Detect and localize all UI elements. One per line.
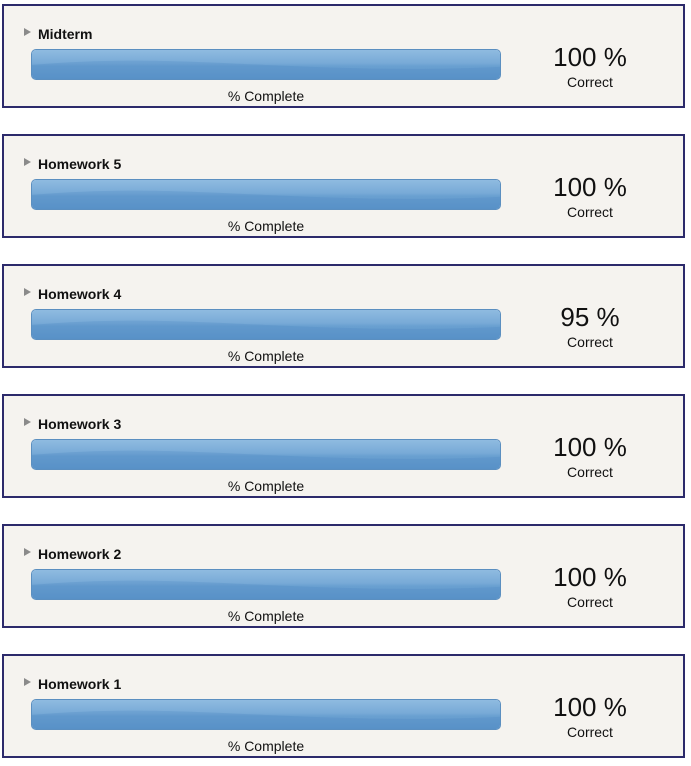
score-value: 100 %: [553, 432, 627, 462]
score-label: Correct: [567, 204, 613, 220]
assignment-card-5: [2, 524, 685, 628]
assignment-card-3: [2, 264, 685, 368]
assignment-title: Homework 3: [38, 416, 122, 432]
progress-bar: [31, 309, 501, 340]
score-label: Correct: [567, 724, 613, 740]
assignment-toggle[interactable]: [24, 416, 121, 432]
assignment-toggle[interactable]: [24, 676, 121, 692]
progress-bar-fill: [32, 180, 500, 209]
score-label: Correct: [567, 334, 613, 350]
progress-label: % Complete: [227, 738, 305, 754]
progress-bar-fill: [32, 50, 500, 79]
progress-bar-fill: [32, 700, 500, 729]
score-label: Correct: [567, 74, 613, 90]
score-label: Correct: [567, 594, 613, 610]
progress-label: % Complete: [227, 218, 305, 234]
assignment-card-4: [2, 394, 685, 498]
progress-bar: [31, 439, 501, 470]
assignment-toggle[interactable]: [24, 286, 121, 302]
score-label: Correct: [567, 464, 613, 480]
assignment-card-1: [2, 4, 685, 108]
assignment-card-6: [2, 654, 685, 758]
score-value: 100 %: [553, 562, 627, 592]
expand-triangle-icon: [24, 288, 31, 296]
progress-bar: [31, 569, 501, 600]
progress-bar: [31, 179, 501, 210]
assignment-title: Homework 1: [38, 676, 122, 692]
progress-label: % Complete: [227, 608, 305, 624]
progress-bar: [31, 699, 501, 730]
progress-label: % Complete: [227, 348, 305, 364]
progress-bar-fill: [32, 570, 500, 599]
assignment-toggle[interactable]: [24, 26, 92, 42]
score-value: 100 %: [553, 172, 627, 202]
assignment-toggle[interactable]: [24, 156, 121, 172]
expand-triangle-icon: [24, 548, 31, 556]
progress-label: % Complete: [227, 88, 305, 104]
progress-bar: [31, 49, 501, 80]
expand-triangle-icon: [24, 158, 31, 166]
assignment-title: Homework 5: [38, 156, 122, 172]
expand-triangle-icon: [24, 28, 31, 36]
assignment-title: Homework 4: [38, 286, 122, 302]
expand-triangle-icon: [24, 678, 31, 686]
progress-label: % Complete: [227, 478, 305, 494]
progress-bar-fill: [32, 310, 500, 339]
score-value: 95 %: [560, 302, 620, 332]
progress-bar-fill: [32, 440, 500, 469]
expand-triangle-icon: [24, 418, 31, 426]
score-value: 100 %: [553, 692, 627, 722]
assignment-card-2: [2, 134, 685, 238]
assignment-title: Homework 2: [38, 546, 122, 562]
score-value: 100 %: [553, 42, 627, 72]
assignment-title: Midterm: [38, 26, 93, 42]
assignment-toggle[interactable]: [24, 546, 121, 562]
